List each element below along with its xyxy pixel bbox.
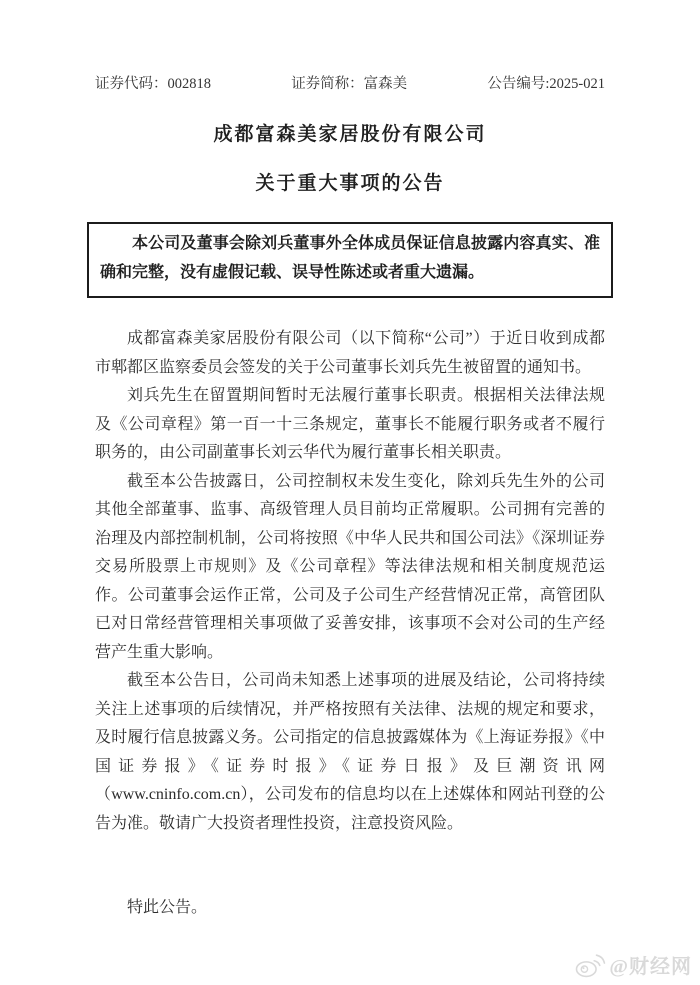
stock-short-name: 证券简称：富森美 — [291, 76, 408, 92]
watermark-text: @财经网 — [609, 956, 692, 978]
paragraph-disclosure-media: 截至本公告日，公司尚未知悉上述事项的进展及结论，公司将持续关注上述事项的后续情况，并严格按照有关法律、法规的规定和要求，及时履行信息披露义务。公司指定的信息披露媒体为《上海证券报》《中国证券报》《证券时报》《证券日报》及巨潮资讯网（www.cninfo.com.cn），公司发布的信息均以在上述媒体和网站刊登的公告为准。敬请广大投资者理性投资，注意投资风险。 — [95, 672, 605, 832]
announcement-body — [95, 325, 605, 838]
document-header — [95, 72, 605, 93]
announcement-document — [95, 0, 605, 923]
announcement-title: 关于重大事项的公告 — [255, 173, 445, 194]
disclaimer-box — [87, 222, 613, 298]
stock-code: 证券代码：002818 — [95, 76, 211, 92]
announcement-number: 公告编号:2025-021 — [487, 76, 605, 92]
disclaimer-text: 本公司及董事会除刘兵董事外全体成员保证信息披露内容真实、准确和完整，没有虚假记载、误导性陈述或者重大遗漏。 — [100, 235, 600, 281]
paragraph-duty-delegation: 刘兵先生在留置期间暂时无法履行董事长职责。根据相关法律法规及《公司章程》第一百一十三条规定，董事长不能履行职务或者不履行职务的，由公司副董事长刘云华代为履行董事长相关职责。 — [95, 387, 605, 461]
company-title: 成都富森美家居股份有限公司 — [213, 124, 487, 145]
watermark — [574, 950, 692, 979]
paragraph-notice-received: 成都富森美家居股份有限公司（以下简称“公司”）于近日收到成都市郫都区监察委员会签发的关于公司董事长刘兵先生被留置的通知书。 — [95, 330, 605, 376]
paragraph-operations-normal: 截至本公告披露日，公司控制权未发生变化，除刘兵先生外的公司其他全部董事、监事、高级管理人员目前均正常履职。公司拥有完善的治理及内部控制机制，公司将按照《中华人民共和国公司法》《深圳证券交易所股票上市规则》及《公司章程》等法律法规和相关制度规范运作。公司董事会运作正常，公司及子公司生产经营情况正常，高管团队已对日常经营管理相关事项做了妥善安排，该事项不会对公司的生产经营产生重大影响。 — [95, 472, 605, 661]
weibo-icon — [574, 951, 606, 978]
closing-statement: 特此公告。 — [127, 899, 208, 916]
